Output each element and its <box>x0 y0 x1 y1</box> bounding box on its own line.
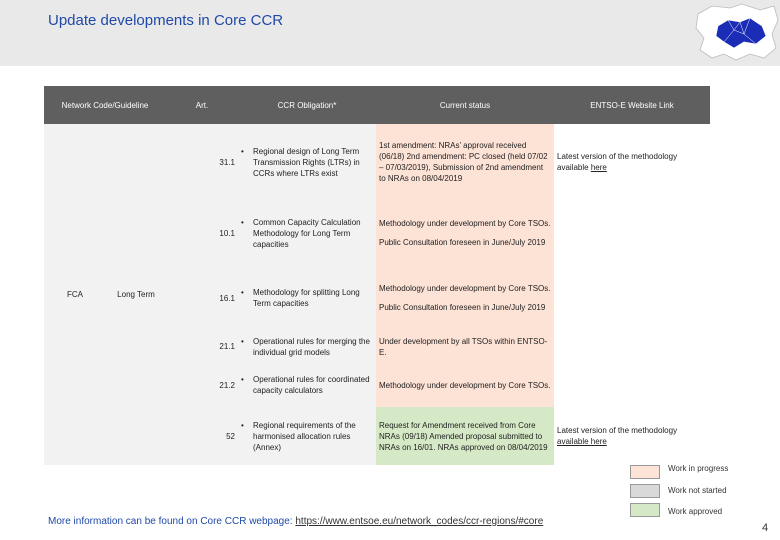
legend-swatch-approved <box>630 503 660 517</box>
link-cell <box>554 363 710 407</box>
column-header-obligation: CCR Obligation* <box>238 86 376 124</box>
obligation-cell: • Operational rules for coordinated capacity calculators <box>238 363 376 407</box>
link-cell <box>554 266 710 330</box>
link-cell: Latest version of the methodology available here <box>554 124 710 200</box>
obligation-cell: • Operational rules for merging the individual grid models <box>238 330 376 363</box>
art-cell: 16.1 <box>166 266 238 330</box>
art-cell: 21.1 <box>166 330 238 363</box>
status-cell: Methodology under development by Core TSOs. Public Consultation foreseen in June/July 2019 <box>376 266 554 330</box>
status-cell: Request for Amendment received from Core NRAs (09/18) Amended proposal submitted to NRAs on 16/01. NRAs approved on 08/04/2019 <box>376 407 554 465</box>
art-cell: 21.2 <box>166 363 238 407</box>
legend-label-not-started: Work not started <box>668 486 727 495</box>
table-header-row <box>44 86 710 124</box>
link-cell <box>554 200 710 266</box>
obligation-cell: • Common Capacity Calculation Methodology for Long Term capacities <box>238 200 376 266</box>
art-cell: 52 <box>166 407 238 465</box>
obligation-cell: • Regional design of Long Term Transmission Rights (LTRs) in CCRs where LTRs exist <box>238 124 376 200</box>
europe-map-icon <box>690 0 780 66</box>
art-cell: 31.1 <box>166 124 238 200</box>
legend-swatch-in-progress <box>630 465 660 479</box>
page-number: 4 <box>762 522 769 534</box>
page-title: Update developments in Core CCR <box>48 12 284 29</box>
column-header-link: ENTSO-E Website Link <box>554 86 710 124</box>
link-cell: Latest version of the methodology available here <box>554 407 710 465</box>
status-cell: 1st amendment: NRAs’ approval received (06/18) 2nd amendment: PC closed (held 07/02 – 07/03/2019), Submission of 2nd amendment to NRAs on 08/04/2019 <box>376 124 554 200</box>
category-cell: Long Term <box>106 124 166 465</box>
methodology-link[interactable]: here <box>590 163 607 172</box>
legend-label-in-progress: Work in progress <box>668 464 729 473</box>
legend-label-approved: Work approved <box>668 507 723 516</box>
status-cell: Under development by all TSOs within ENTSO-E. <box>376 330 554 363</box>
obligation-cell: • Regional requirements of the harmonised allocation rules (Annex) <box>238 407 376 465</box>
network-code-cell: FCA <box>44 124 106 465</box>
obligations-table <box>44 86 710 465</box>
header-band <box>0 0 780 66</box>
legend-swatch-not-started <box>630 484 660 498</box>
column-header-art: Art. <box>166 86 238 124</box>
core-ccr-webpage-link[interactable]: https://www.entsoe.eu/network_codes/ccr-regions/#core <box>295 516 544 527</box>
methodology-link[interactable]: available here <box>557 437 607 446</box>
obligation-cell: • Methodology for splitting Long Term capacities <box>238 266 376 330</box>
link-cell <box>554 330 710 363</box>
status-cell: Methodology under development by Core TSOs. Public Consultation foreseen in June/July 2019 <box>376 200 554 266</box>
status-cell: Methodology under development by Core TSOs. <box>376 363 554 407</box>
column-header-network-code: Network Code/Guideline <box>44 86 166 124</box>
art-cell: 10.1 <box>166 200 238 266</box>
footer-note: More information can be found on Core CCR webpage: https://www.entsoe.eu/network_codes/ccr-regions/#core <box>48 516 544 527</box>
column-header-status: Current status <box>376 86 554 124</box>
table-row <box>44 124 710 200</box>
